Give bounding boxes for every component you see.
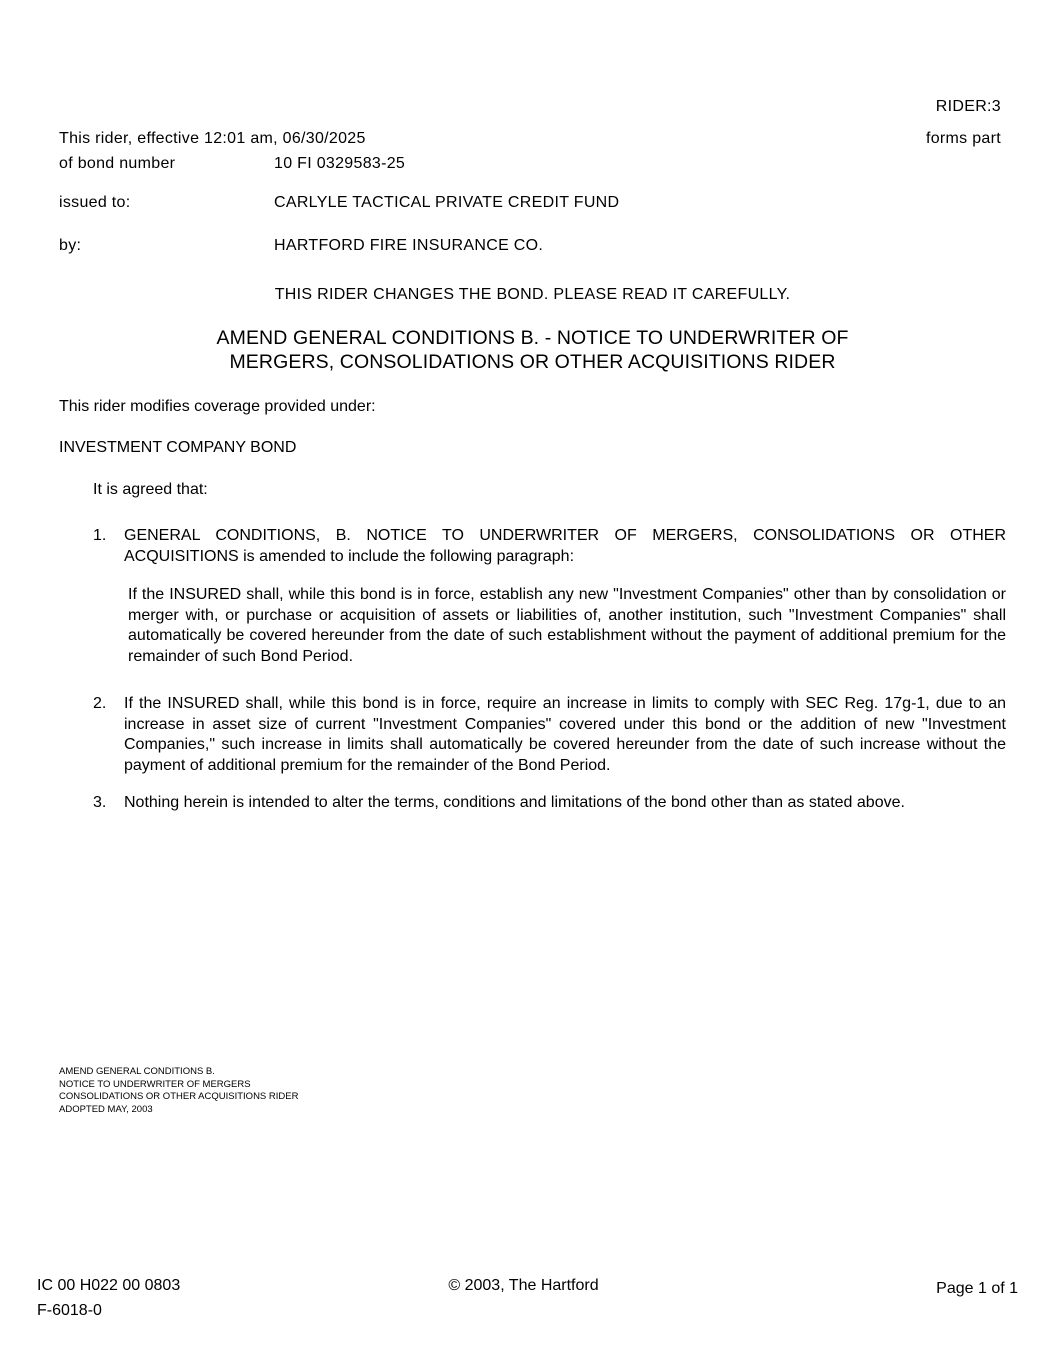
form-caption-line: CONSOLIDATIONS OR OTHER ACQUISITIONS RIDER: [59, 1091, 299, 1102]
form-caption: [59, 1066, 298, 1116]
form-number: IC 00 H022 00 0803: [37, 1277, 181, 1294]
form-caption-line: AMEND GENERAL CONDITIONS B.: [59, 1066, 215, 1077]
page-number: Page 1 of 1: [936, 1280, 1018, 1297]
form-caption-line: ADOPTED MAY, 2003: [59, 1103, 153, 1115]
bond-number-label: of bond number: [59, 155, 176, 172]
item-text: Nothing herein is intended to alter the terms, conditions and limitations of the bond other than as stated above.: [124, 794, 905, 811]
item-number: 3.: [93, 794, 107, 811]
copyright: © 2003, The Hartford: [448, 1277, 599, 1294]
item-text: If the INSURED shall, while this bond is in force, require an increase in limits to comply with SEC Reg. 17g-1, due to an increase in asset size of current "Investment Companies" covered under this bond or the addition of new "Investment Companies," such increase in limits shall automatically be covered hereunder from the date of such increase without the payment of additional premium for the remainder of the Bond Period.: [124, 695, 1006, 774]
by-label: by:: [59, 237, 82, 254]
rider-notice: THIS RIDER CHANGES THE BOND. PLEASE READ IT CAREFULLY.: [274, 286, 791, 303]
item-number: 2.: [93, 695, 107, 712]
rider-title-line-1: AMEND GENERAL CONDITIONS B. - NOTICE TO UNDERWRITER OF: [216, 327, 849, 349]
rider-number: RIDER:3: [935, 98, 1001, 115]
issued-to: CARLYLE TACTICAL PRIVATE CREDIT FUND: [274, 194, 620, 211]
insurer-name: HARTFORD FIRE INSURANCE CO.: [274, 237, 544, 254]
list-item: [93, 526, 1006, 567]
forms-part: forms part: [925, 130, 1001, 147]
issued-to-label: issued to:: [59, 194, 131, 211]
item-text: GENERAL CONDITIONS, B. NOTICE TO UNDERWRITER OF MERGERS, CONSOLIDATIONS OR OTHER ACQUISITIONS is amended to include the following paragraph:: [124, 527, 1006, 565]
form-caption-line: NOTICE TO UNDERWRITER OF MERGERS: [59, 1078, 251, 1090]
agreed-statement: It is agreed that:: [93, 481, 208, 498]
item-number: 1.: [93, 527, 107, 544]
rider-title-line-2: MERGERS, CONSOLIDATIONS OR OTHER ACQUISITIONS RIDER: [229, 351, 836, 373]
effective-line: This rider, effective 12:01 am, 06/30/2025: [59, 130, 366, 147]
item-subparagraph: If the INSURED shall, while this bond is in force, establish any new "Investment Companies" other than by consolidation or merger with, or purchase or acquisition of assets or liabilities of, another institution, such "Investment Companies" shall automatically be covered hereunder from the date of such establishment without the payment of additional premium for the remainder of such Bond Period.: [128, 586, 1006, 665]
list-item: [93, 793, 1006, 814]
form-code: F-6018-0: [37, 1302, 102, 1319]
list-item: [93, 694, 1006, 776]
modifies-statement: This rider modifies coverage provided under:: [59, 398, 376, 415]
bond-number: 10 FI 0329583-25: [274, 155, 406, 172]
coverage-name: INVESTMENT COMPANY BOND: [59, 439, 297, 456]
